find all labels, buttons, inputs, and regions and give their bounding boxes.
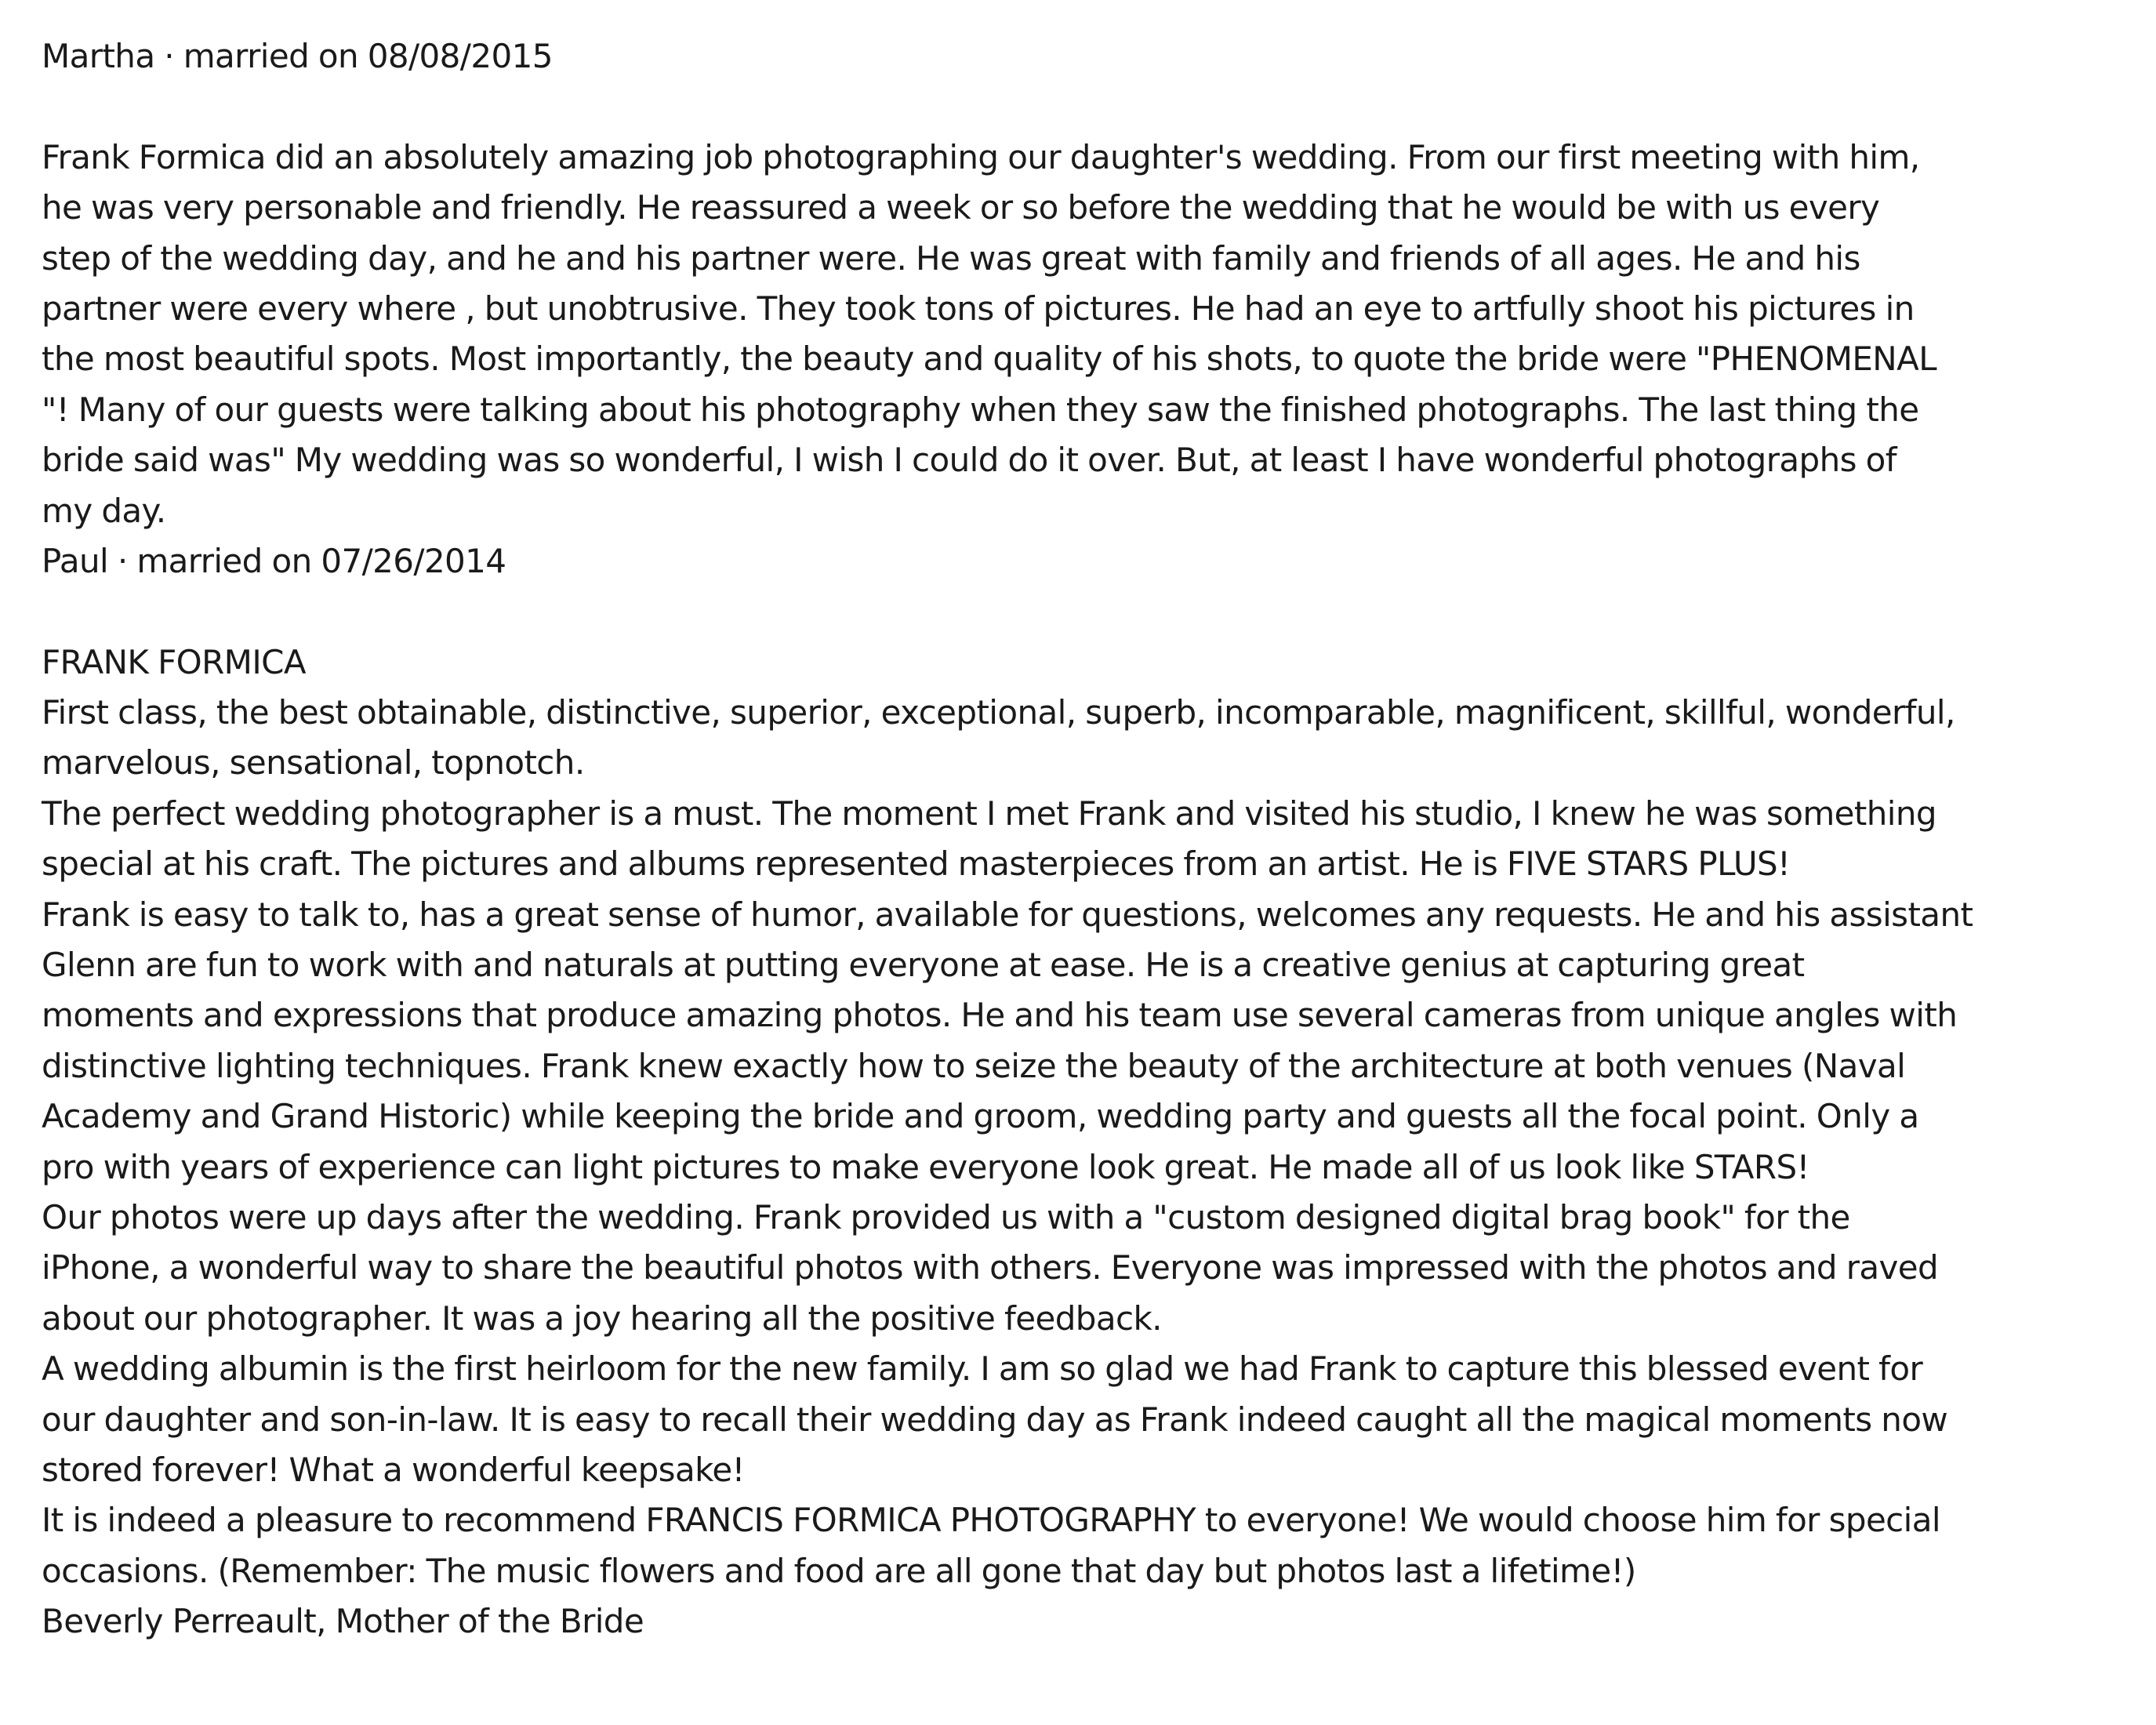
- review-text-line: iPhone, a wonderful way to share the beautiful photos with others. Everyone was impressed with the photos and raved: [42, 1248, 1939, 1287]
- review-text-line: Glenn are fun to work with and naturals at putting everyone at ease. He is a creative genius at capturing great: [42, 946, 1805, 985]
- review-text-line: about our photographer. It was a joy hearing all the positive feedback.: [42, 1298, 1162, 1338]
- review-text-line: my day.: [42, 491, 166, 530]
- spacer: [42, 82, 2127, 132]
- review-text-line: A wedding albumin is the first heirloom for the new family. I am so glad we had Frank to capture this blessed event for: [42, 1349, 1923, 1389]
- review-text-line: pro with years of experience can light pictures to make everyone look great. He made all of us look like STARS!: [42, 1147, 1809, 1186]
- review-text-line: special at his craft. The pictures and albums represented masterpieces from an artist. He is FIVE STARS PLUS!: [42, 844, 1791, 884]
- spacer: [42, 586, 2127, 637]
- review-text-line: The perfect wedding photographer is a must. The moment I met Frank and visited his studio, I knew he was something: [42, 794, 1936, 833]
- review-text-line: partner were every where , but unobtrusive. They took tons of pictures. He had an eye to artfully shoot his pictures in: [42, 289, 1915, 328]
- review-text-line: bride said was" My wedding was so wonderful, I wish I could do it over. But, at least I have wonderful photographs of: [42, 441, 1896, 480]
- review-text-line: "! Many of our guests were talking about his photography when they saw the finished photographs. The last thing the: [42, 390, 1919, 429]
- reviews-document: [42, 31, 2127, 1698]
- review-text-line: the most beautiful spots. Most importantly, the beauty and quality of his shots, to quote the bride were "PHENOMENAL: [42, 340, 1937, 379]
- review-byline: Paul · married on 07/26/2014: [42, 541, 506, 580]
- review-martha: [42, 31, 2127, 536]
- review-text-line: step of the wedding day, and he and his partner were. He was great with family and friends of all ages. He and his: [42, 238, 1860, 278]
- review-body: [42, 133, 2127, 536]
- review-text-line: It is indeed a pleasure to recommend FRANCIS FORMICA PHOTOGRAPHY to everyone! We would choose him for special: [42, 1501, 1940, 1540]
- review-text-line: occasions. (Remember: The music flowers and food are all gone that day but photos last a lifetime!): [42, 1551, 1636, 1590]
- review-text-line: First class, the best obtainable, distinctive, superior, exceptional, superb, incomparable, magnificent, skillful, wonderful,: [42, 693, 1955, 732]
- review-text-line: our daughter and son-in-law. It is easy to recall their wedding day as Frank indeed caught all the magical moments now: [42, 1400, 1948, 1439]
- review-signature: [42, 1647, 2127, 1698]
- review-text-line: he was very personable and friendly. He reassured a week or so before the wedding that he would be with us every: [42, 188, 1880, 227]
- review-text-line: Frank Formica did an absolutely amazing job photographing our daughter's wedding. From our first meeting with him,: [42, 137, 1920, 176]
- review-text-line: stored forever! What a wonderful keepsake!: [42, 1450, 745, 1489]
- review-text-line: distinctive lighting techniques. Frank knew exactly how to seize the beauty of the architecture at both venues (Naval: [42, 1046, 1906, 1085]
- review-text-line: Frank is easy to talk to, has a great sense of humor, available for questions, welcomes any requests. He and his assistant: [42, 895, 1973, 934]
- review-heading: FRANK FORMICA: [42, 642, 306, 681]
- review-body: [42, 637, 2127, 1698]
- review-text-line: marvelous, sensational, topnotch.: [42, 743, 585, 783]
- review-text-line: Academy and Grand Historic) while keeping the bride and groom, wedding party and guests all the focal point. Only a: [42, 1097, 1919, 1136]
- review-text-line: moments and expressions that produce amazing photos. He and his team use several cameras from unique angles with: [42, 996, 1958, 1035]
- review-paul: [42, 536, 2127, 1698]
- review-byline: Martha · married on 08/08/2015: [42, 37, 553, 75]
- review-text-line: Beverly Perreault, Mother of the Bride: [42, 1602, 644, 1641]
- review-text-line: Our photos were up days after the wedding. Frank provided us with a "custom designed digital brag book" for the: [42, 1197, 1850, 1237]
